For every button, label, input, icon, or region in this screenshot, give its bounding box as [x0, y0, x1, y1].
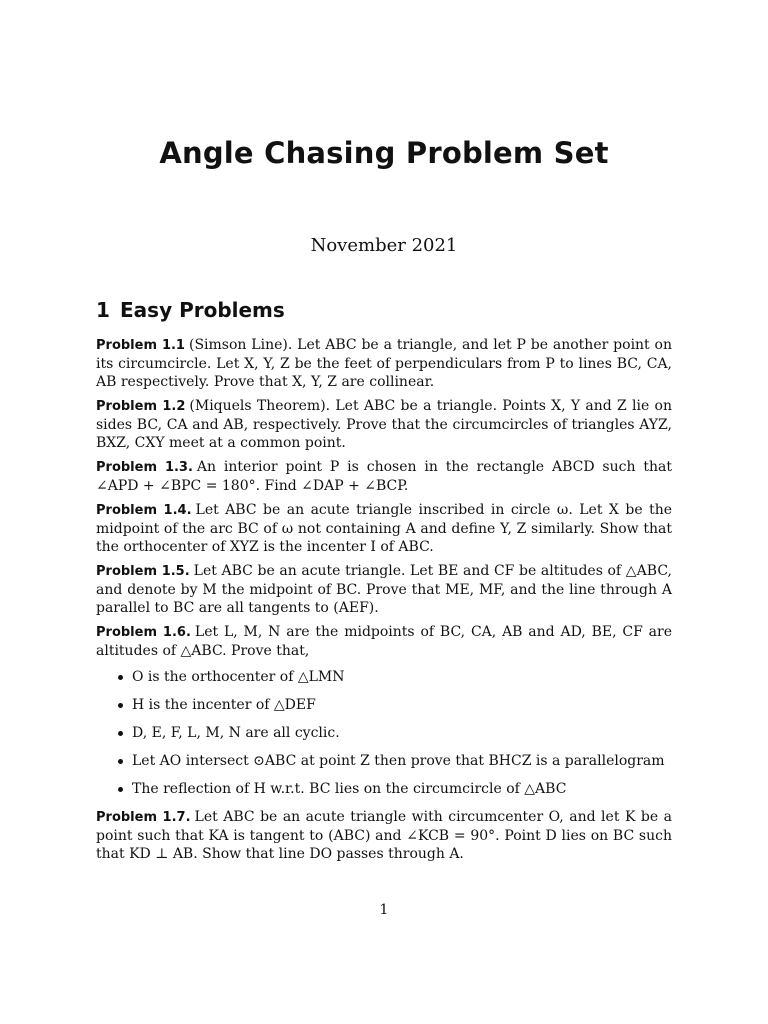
problem-label: Problem 1.1: [96, 338, 185, 353]
problem-1-5: [96, 562, 672, 617]
problem-text: Let L, M, N are the midpoints of BC, CA, AB and AD, BE, CF are altitudes of △ABC. Prove that,: [96, 624, 672, 659]
problem-label: Problem 1.2: [96, 399, 186, 414]
problem-1-2: [96, 397, 672, 452]
section-number: 1: [96, 298, 110, 322]
bullet-list: [96, 668, 672, 798]
list-item-text: O is the orthocenter of △LMN: [132, 669, 345, 685]
bullet-icon: [118, 703, 123, 708]
problem-label: Problem 1.4.: [96, 503, 192, 518]
problem-text: (Simson Line). Let ABC be a triangle, and let P be another point on its circumcircle. Let X, Y, Z be the feet of perpendiculars from P to lines BC, CA, AB respectively. Prove that X, Y, Z are collinear.: [96, 337, 672, 390]
problem-label: Problem 1.6.: [96, 625, 191, 640]
page-number: 1: [379, 902, 389, 918]
list-item: [96, 752, 672, 770]
section-title: Easy Problems: [120, 298, 285, 322]
list-item-text: The reflection of H w.r.t. BC lies on the circumcircle of △ABC: [132, 781, 567, 797]
list-item-text: D, E, F, L, M, N are all cyclic.: [132, 725, 340, 741]
document-title: Angle Chasing Problem Set: [159, 136, 609, 170]
bullet-icon: [118, 675, 123, 680]
list-item: [96, 696, 672, 714]
problem-label: Problem 1.3.: [96, 460, 193, 475]
problem-text: (Miquels Theorem). Let ABC be a triangle. Points X, Y and Z lie on sides BC, CA and AB, respectively. Prove that the circumcircles of triangles AYZ, BXZ, CXY meet at a common point.: [96, 398, 672, 451]
bullet-icon: [118, 731, 123, 736]
problem-text: An interior point P is chosen in the rectangle ABCD such that ∠APD + ∠BPC = 180°. Find ∠DAP + ∠BCP.: [96, 459, 672, 494]
list-item-text: H is the incenter of △DEF: [132, 697, 316, 713]
problem-label: Problem 1.5.: [96, 564, 190, 579]
section-heading: [96, 298, 285, 322]
document-date: November 2021: [310, 235, 458, 256]
bullet-icon: [118, 787, 123, 792]
list-item-text: Let AO intersect ⊙ABC at point Z then prove that BHCZ is a parallelogram: [132, 753, 665, 769]
problem-text: Let ABC be an acute triangle inscribed in circle ω. Let X be the midpoint of the arc BC of ω not containing A and define Y, Z similarly. Show that the orthocenter of XYZ is the incenter I of ABC.: [96, 502, 672, 555]
problem-label: Problem 1.7.: [96, 810, 191, 825]
problem-list: [96, 336, 672, 869]
bullet-icon: [118, 759, 123, 764]
problem-1-6: [96, 623, 672, 798]
problem-text: Let ABC be an acute triangle. Let BE and CF be altitudes of △ABC, and denote by M the midpoint of BC. Prove that ME, MF, and the line through A parallel to BC are all tangents to (AEF).: [96, 563, 672, 616]
problem-1-4: [96, 501, 672, 556]
problem-1-1: [96, 336, 672, 391]
list-item: [96, 724, 672, 742]
problem-1-7: [96, 808, 672, 863]
problem-1-3: [96, 458, 672, 495]
list-item: [96, 780, 672, 798]
list-item: [96, 668, 672, 686]
problem-text: Let ABC be an acute triangle with circumcenter O, and let K be a point such that KA is tangent to (ABC) and ∠KCB = 90°. Point D lies on BC such that KD ⊥ AB. Show that line DO passes through A.: [96, 809, 672, 862]
